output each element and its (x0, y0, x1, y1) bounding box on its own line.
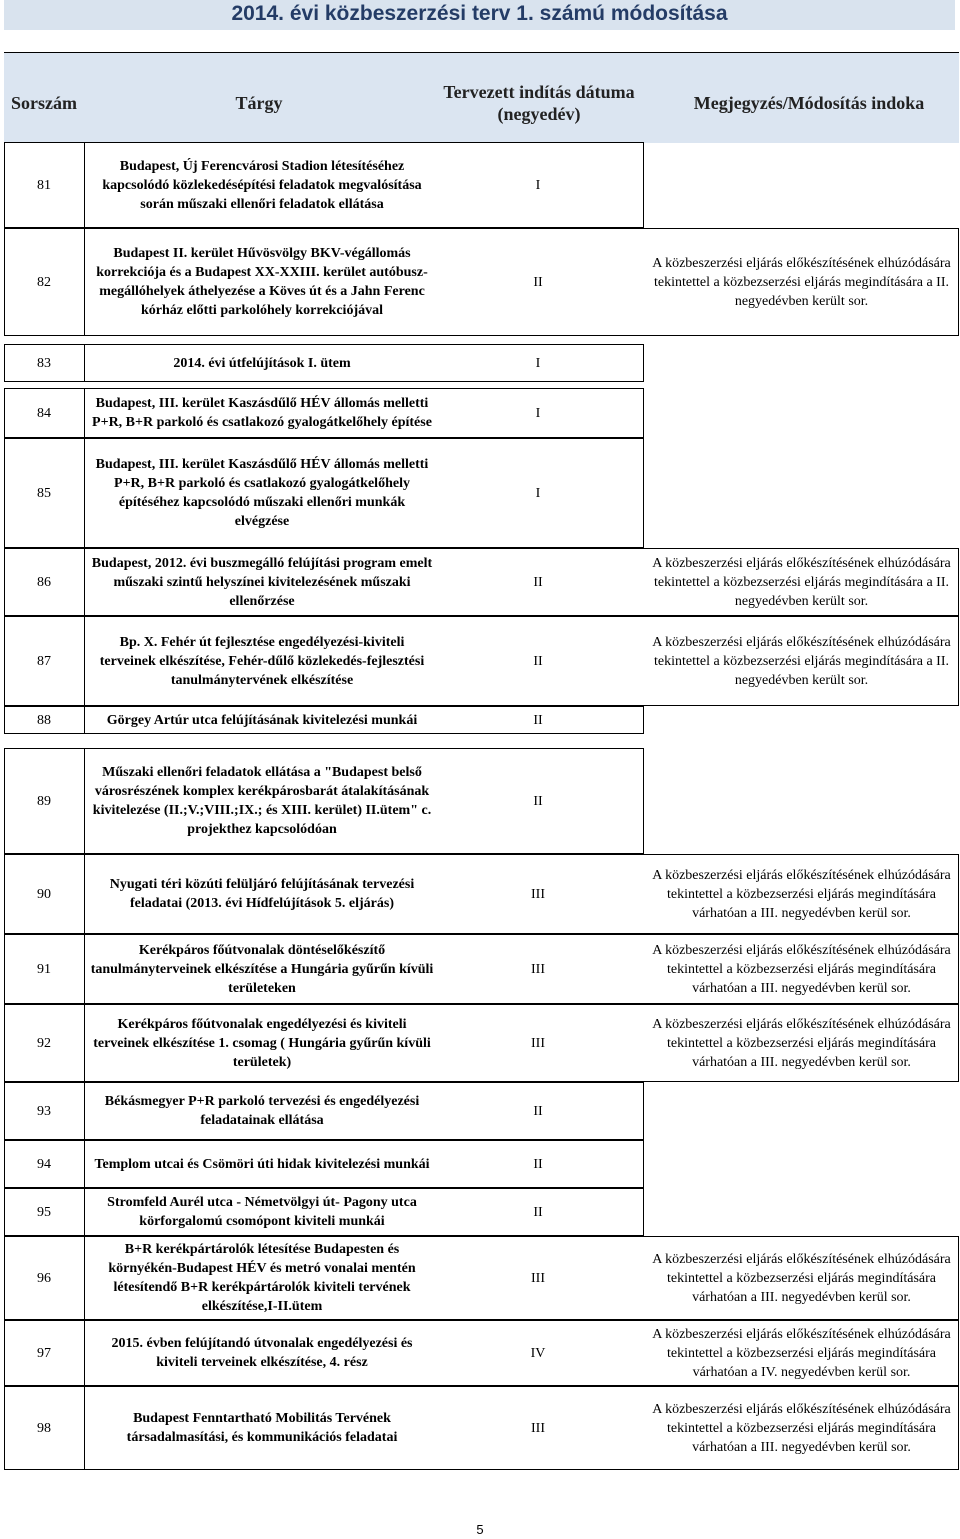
table-row (4, 548, 959, 616)
row-quarter: III (531, 1270, 545, 1286)
cell-border (84, 1141, 85, 1187)
row-subject: Kerékpáros főútvonalak döntéselőkészítő tanulmányterveinek elkészítése a Hungária gyűrűn kívüli területeken (90, 942, 434, 996)
row-quarter: III (531, 1420, 545, 1436)
cell-border (958, 1387, 959, 1469)
table-row (4, 142, 644, 228)
table-row (4, 1236, 959, 1320)
cell-border (4, 707, 5, 733)
row-note: A közbeszerzési eljárás előkészítésének elhúzódására tekintettel a közbezserzési eljárás megindítására várhatóan a III. negyedévben kerül sor. (652, 942, 951, 996)
row-subject: 2014. évi útfelújítások I. ütem (173, 355, 351, 371)
table-row (4, 344, 644, 382)
row-number: 88 (37, 712, 51, 728)
table-row (4, 1188, 644, 1236)
row-subject: Budapest, III. kerület Kaszásdűlő HÉV állomás melletti P+R, B+R parkoló és csatlakozó gyalogátkelőhely építése (92, 396, 432, 430)
row-number: 87 (37, 653, 51, 669)
row-note: A közbeszerzési eljárás előkészítésének elhúzódására tekintettel a közbezserzési eljárás megindítására várhatóan a III. negyedévben kerül sor. (652, 1251, 951, 1305)
table-row (4, 1140, 644, 1188)
row-number: 98 (37, 1420, 51, 1436)
row-number: 93 (37, 1103, 51, 1119)
row-number: 83 (37, 355, 51, 371)
header-num: Sorszám (11, 93, 77, 113)
cell-border (4, 229, 5, 335)
cell-border (4, 855, 5, 933)
row-number: 94 (37, 1156, 51, 1172)
table-row (4, 1004, 959, 1082)
cell-border (84, 749, 85, 853)
header-subject: Tárgy (235, 93, 283, 113)
row-quarter: I (535, 355, 541, 371)
row-number: 96 (37, 1270, 51, 1286)
row-subject: Budapest, III. kerület Kaszásdűlő HÉV állomás melletti P+R, B+R parkoló és csatlakozó gyalogátkelőhely építéséhez kapcsolódó műszaki ellenőri munkák elvégzése (95, 457, 429, 529)
cell-border (958, 935, 959, 1003)
row-number: 95 (37, 1204, 51, 1220)
cell-border (84, 229, 85, 335)
cell-border (4, 1005, 5, 1081)
row-number: 90 (37, 886, 51, 902)
row-note: A közbeszerzési eljárás előkészítésének elhúzódására tekintettel a közbezserzési eljárás megindítására várhatóan a III. negyedévben kerül sor. (652, 1016, 951, 1070)
cell-border (958, 1237, 959, 1319)
row-quarter: III (531, 1035, 545, 1051)
row-quarter: II (533, 793, 543, 809)
cell-border (84, 617, 85, 705)
row-subject: Békásmegyer P+R parkoló tervezési és engedélyezési feladatainak ellátása (104, 1094, 420, 1128)
row-note: A közbeszerzési eljárás előkészítésének elhúzódására tekintettel a közbezserzési eljárás megindítására a II. negyedévben került sor. (652, 634, 951, 688)
row-quarter: I (535, 485, 541, 501)
row-subject: Budapest, Új Ferencvárosi Stadion létesítéséhez kapcsolódó közlekedésépítési feladatok megvalósítása során műszaki ellenőri feladatok ellátása (102, 158, 422, 212)
table-row (4, 748, 644, 854)
table-row (4, 934, 959, 1004)
table-row (4, 388, 644, 438)
cell-border (84, 855, 85, 933)
cell-border (4, 1237, 5, 1319)
row-number: 89 (37, 793, 51, 809)
row-subject: Budapest II. kerület Hűvösvölgy BKV-végállomás korrekciója és a Budapest XX-XXIII. kerület autóbusz-megállóhelyek áthelyezése a Köves út és a Jahn Ferenc kórház előtti parkolóhely korrekciójával (96, 246, 428, 318)
row-quarter: IV (530, 1345, 546, 1361)
cell-border (643, 1189, 644, 1235)
cell-border (643, 1141, 644, 1187)
cell-border (643, 749, 644, 853)
cell-border (84, 1237, 85, 1319)
row-quarter: II (533, 1204, 543, 1220)
row-subject: Budapest, 2012. évi buszmegálló felújítási program emelt műszaki szintű helyszínei kivitelezésének műszaki ellenőrzése (91, 555, 433, 609)
cell-border (643, 439, 644, 547)
cell-border (4, 345, 5, 381)
page-number: 5 (476, 1522, 484, 1537)
cell-border (643, 143, 644, 227)
row-note: A közbeszerzési eljárás előkészítésének elhúzódására tekintettel a közbezserzési eljárás megindítására a II. negyedévben került sor. (652, 555, 951, 609)
row-quarter: II (533, 653, 543, 669)
cell-border (84, 935, 85, 1003)
cell-border (84, 439, 85, 547)
cell-border (84, 549, 85, 615)
row-quarter: III (531, 961, 545, 977)
row-subject: Nyugati téri közúti felüljáró felújításának tervezési feladatai (2013. évi Hídfelújítások 5. eljárás) (109, 877, 415, 911)
row-quarter: II (533, 1103, 543, 1119)
row-number: 82 (37, 274, 51, 290)
row-subject: Görgey Artúr utca felújításának kivitelezési munkái (106, 712, 418, 728)
cell-border (643, 345, 644, 381)
header-date (424, 81, 654, 125)
cell-border (958, 617, 959, 705)
cell-border (84, 345, 85, 381)
row-subject: Stromfeld Aurél utca - Németvölgyi út- Pagony utca körforgalomú csomópont kiviteli munkái (107, 1195, 417, 1229)
cell-border (4, 389, 5, 437)
cell-border (84, 1083, 85, 1139)
header-date-line1: Tervezett indítás dátuma (443, 82, 635, 102)
row-quarter: I (535, 177, 541, 193)
cell-border (958, 855, 959, 933)
row-subject: Kerékpáros főútvonalak engedélyezési és kiviteli terveinek elkészítése 1. csomag ( Hungária gyűrűn kívüli területek) (93, 1016, 431, 1070)
row-number: 84 (37, 405, 51, 421)
row-number: 97 (37, 1345, 51, 1361)
row-note: A közbeszerzési eljárás előkészítésének elhúzódására tekintettel a közbezserzési eljárás megindítására a II. negyedévben került sor. (652, 255, 951, 309)
table-row (4, 1082, 644, 1140)
cell-border (643, 1083, 644, 1139)
row-subject: Templom utcai és Csömöri úti hidak kivitelezési munkái (94, 1156, 430, 1172)
row-number: 81 (37, 177, 51, 193)
table-row (4, 616, 959, 706)
row-note: A közbeszerzési eljárás előkészítésének elhúzódására tekintettel a közbezserzési eljárás megindítására várhatóan a IV. negyedévben kerül sor. (652, 1326, 951, 1380)
cell-border (4, 1141, 5, 1187)
cell-border (958, 549, 959, 615)
row-subject: B+R kerékpártárolók létesítése Budapesten és környékén-Budapest HÉV és metró vonalai mentén létesítendő B+R kerékpártárolók kiviteli tervének elkészítése,I-II.ütem (108, 1242, 416, 1314)
cell-border (4, 1083, 5, 1139)
cell-border (84, 1387, 85, 1469)
row-note: A közbeszerzési eljárás előkészítésének elhúzódására tekintettel a közbezserzési eljárás megindítására várhatóan a III. negyedévben kerül sor. (652, 867, 951, 921)
cell-border (84, 389, 85, 437)
cell-border (4, 935, 5, 1003)
row-quarter: I (535, 405, 541, 421)
row-note: A közbeszerzési eljárás előkészítésének elhúzódására tekintettel a közbezserzési eljárás megindítására várhatóan a III. negyedévben kerül sor. (652, 1401, 951, 1455)
row-quarter: II (533, 574, 543, 590)
row-subject: 2015. évben felújítandó útvonalak engedélyezési és kiviteli terveinek elkészítése, 4. rész (111, 1336, 413, 1370)
row-number: 85 (37, 485, 51, 501)
row-quarter: III (531, 886, 545, 902)
table-row (4, 228, 959, 336)
cell-border (4, 549, 5, 615)
cell-border (4, 1387, 5, 1469)
table-row (4, 1386, 959, 1470)
header-note: Megjegyzés/Módosítás indoka (693, 93, 925, 113)
cell-border (4, 617, 5, 705)
cell-border (84, 707, 85, 733)
cell-border (958, 1005, 959, 1081)
cell-border (958, 1321, 959, 1385)
row-number: 91 (37, 961, 51, 977)
row-number: 92 (37, 1035, 51, 1051)
row-subject: Budapest Fenntartható Mobilitás Tervének társadalmasítási, és kommunikációs feladatai (126, 1411, 398, 1445)
row-quarter: II (533, 712, 543, 728)
row-quarter: II (533, 1156, 543, 1172)
table-row (4, 438, 644, 548)
row-quarter: II (533, 274, 543, 290)
cell-border (4, 1321, 5, 1385)
cell-border (84, 143, 85, 227)
table-header (4, 52, 959, 143)
cell-border (643, 389, 644, 437)
header-date-line2: (negyedév) (497, 104, 581, 124)
row-subject: Bp. X. Fehér út fejlesztése engedélyezési-kiviteli terveinek elkészítése, Fehér-dűlő közlekedés-fejlesztési tanulmánytervének elkészítése (99, 634, 425, 688)
row-subject: Műszaki ellenőri feladatok ellátása a "Budapest belső városrészének komplex kerékpárosbarát átalakításának kivitelezése (II.;V.;VIII.;IX.; és XIII. kerület) II.ütem" c. projekthez kapcsolódóan (92, 765, 432, 837)
cell-border (958, 229, 959, 335)
cell-border (4, 749, 5, 853)
cell-border (84, 1189, 85, 1235)
cell-border (84, 1005, 85, 1081)
cell-border (84, 1321, 85, 1385)
cell-border (4, 1189, 5, 1235)
page-title: 2014. évi közbeszerzési terv 1. számú módosítása (4, 0, 955, 30)
cell-border (643, 707, 644, 733)
table-row (4, 1320, 959, 1386)
cell-border (4, 439, 5, 547)
table-row (4, 706, 644, 734)
row-number: 86 (37, 574, 51, 590)
cell-border (4, 143, 5, 227)
table-row (4, 854, 959, 934)
